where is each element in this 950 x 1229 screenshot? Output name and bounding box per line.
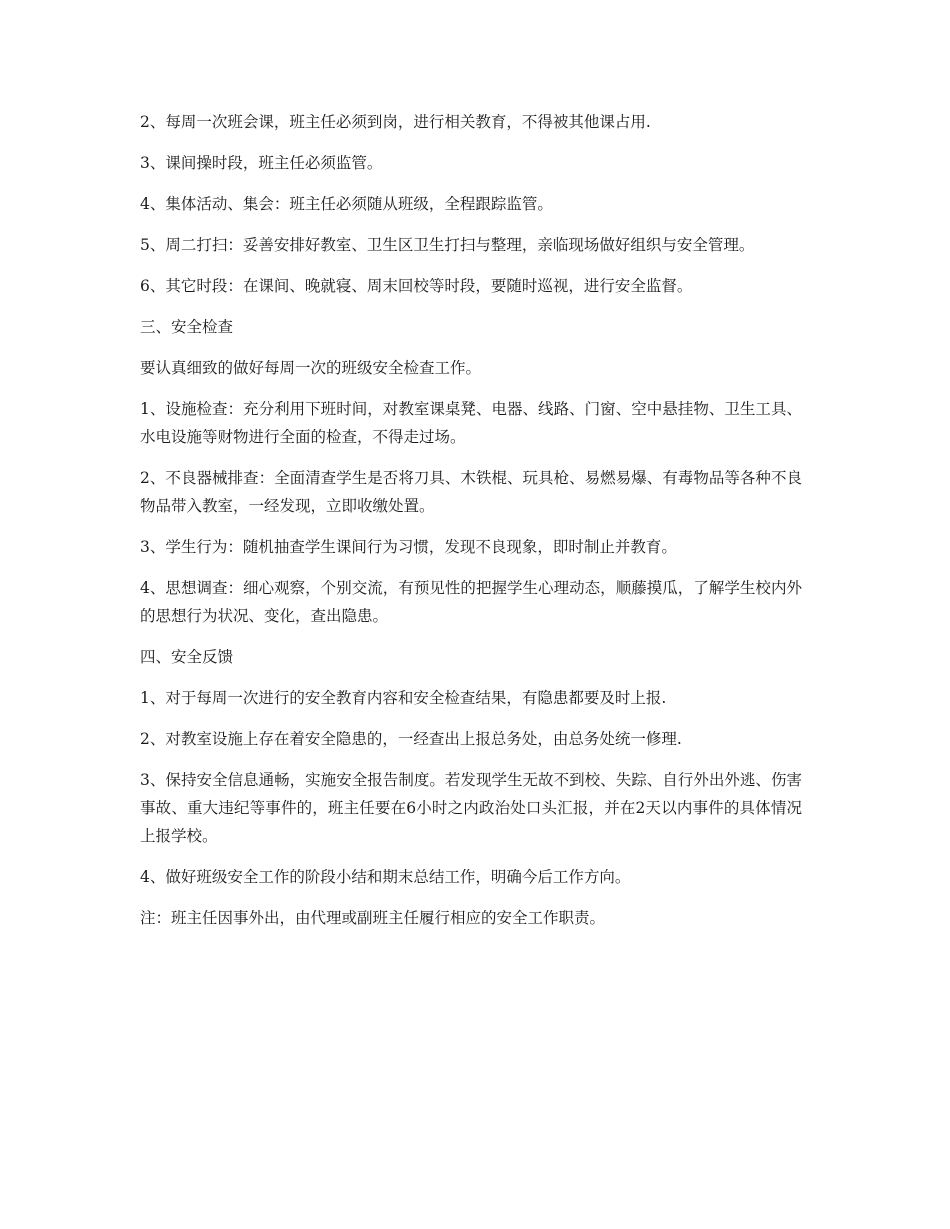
paragraph-facility-repair: 2、对教室设施上存在着安全隐患的，一经查出上报总务处，由总务处统一修理. (140, 730, 682, 748)
paragraph-dangerous-items: 2、不良器械排查：全面清查学生是否将刀具、木铁棍、玩具枪、易燃易爆、有毒物品等各种不良物品带入教室，一经发现，立即收缴处置。 (140, 469, 802, 515)
paragraph-summary-work: 4、做好班级安全工作的阶段小结和期末总结工作，明确今后工作方向。 (140, 868, 631, 886)
section-heading-safety-feedback: 四、安全反馈 (140, 648, 234, 666)
paragraph-inspection-intro: 要认真细致的做好每周一次的班级安全检查工作。 (140, 359, 482, 377)
paragraph-exercise-break: 3、课间操时段，班主任必须监管。 (140, 154, 383, 172)
paragraph-tuesday-cleaning: 5、周二打扫：妥善安排好教室、卫生区卫生打扫与整理，亲临现场做好组织与安全管理。 (140, 236, 755, 254)
paragraph-class-meeting: 2、每周一次班会课，班主任必须到岗，进行相关教育，不得被其他课占用. (140, 113, 651, 131)
paragraph-other-periods: 6、其它时段：在课间、晚就寝、周末回校等时段，要随时巡视，进行安全监督。 (140, 277, 693, 295)
paragraph-weekly-report: 1、对于每周一次进行的安全教育内容和安全检查结果，有隐患都要及时上报. (140, 689, 667, 707)
paragraph-group-activity: 4、集体活动、集会：班主任必须随从班级，全程跟踪监管。 (140, 195, 553, 213)
paragraph-student-behavior: 3、学生行为：随机抽查学生课间行为习惯，发现不良现象，即时制止并教育。 (140, 538, 677, 556)
paragraph-note: 注：班主任因事外出，由代理或副班主任履行相应的安全工作职责。 (140, 909, 606, 927)
paragraph-reporting-system: 3、保持安全信息通畅，实施安全报告制度。若发现学生无故不到校、失踪、自行外出外逃、伤害事故、重大违纪等事件的，班主任要在6小时之内政治处口头汇报，并在2天以内事件的具体情况上报学校。 (140, 771, 802, 845)
paragraph-thought-survey: 4、思想调查：细心观察，个别交流，有预见性的把握学生心理动态，顺藤摸瓜，了解学生校内外的思想行为状况、变化，查出隐患。 (140, 579, 802, 625)
section-heading-safety-inspection: 三、安全检查 (140, 318, 234, 336)
document-body (140, 108, 802, 945)
paragraph-facility-check: 1、设施检查：充分利用下班时间，对教室课桌凳、电器、线路、门窗、空中悬挂物、卫生工具、水电设施等财物进行全面的检查，不得走过场。 (140, 400, 802, 446)
